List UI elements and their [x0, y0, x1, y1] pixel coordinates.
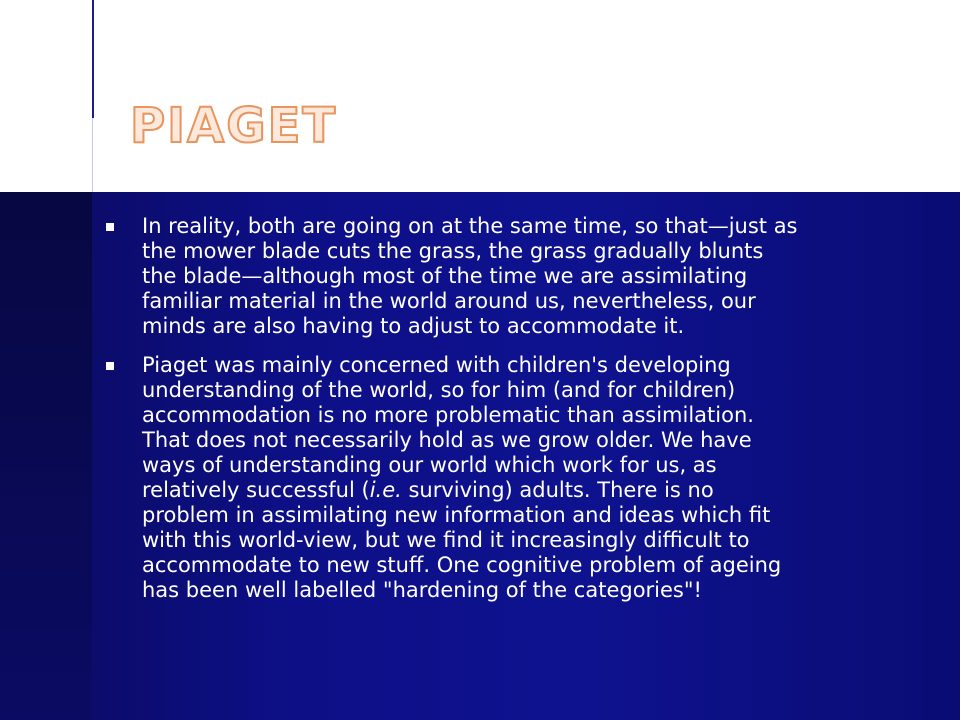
slide-title: PIAGET — [130, 98, 338, 154]
bullet-list — [104, 214, 804, 617]
accent-line-faint — [92, 118, 93, 192]
bullet-text-italic: i.e. — [369, 478, 402, 502]
accent-line — [92, 0, 94, 118]
bullet-text: In reality, both are going on at the same time, so that—just as the mower blade cuts the grass, the grass gradually blunts the blade—although most of the time we are assimilating familiar material in the world around us, nevertheless, our minds are also having to adjust to accommodate it. — [142, 214, 798, 338]
bullet-item — [104, 214, 804, 339]
bullet-text-part: Piaget was mainly concerned with children's developing understanding of the world, so for him (and for children) accommodation is no more problematic than assimilation. That does not necessarily hold as we grow older. We have ways of understanding our world which work for us, as relatively successful ( — [142, 353, 754, 502]
left-decorative-strip — [0, 192, 92, 720]
title-area — [0, 0, 960, 192]
bullet-text-part: surviving) adults. There is no problem in assimilating new information and ideas which fit with this world-view, but we find it increasingly difficult to accommodate to new stuff. One cognitive problem of ageing has been well labelled "hardening of the categories"! — [142, 478, 782, 602]
square-bullet-icon — [106, 223, 114, 231]
bullet-text — [142, 353, 781, 602]
square-bullet-icon — [106, 362, 114, 370]
bullet-item — [104, 353, 804, 603]
